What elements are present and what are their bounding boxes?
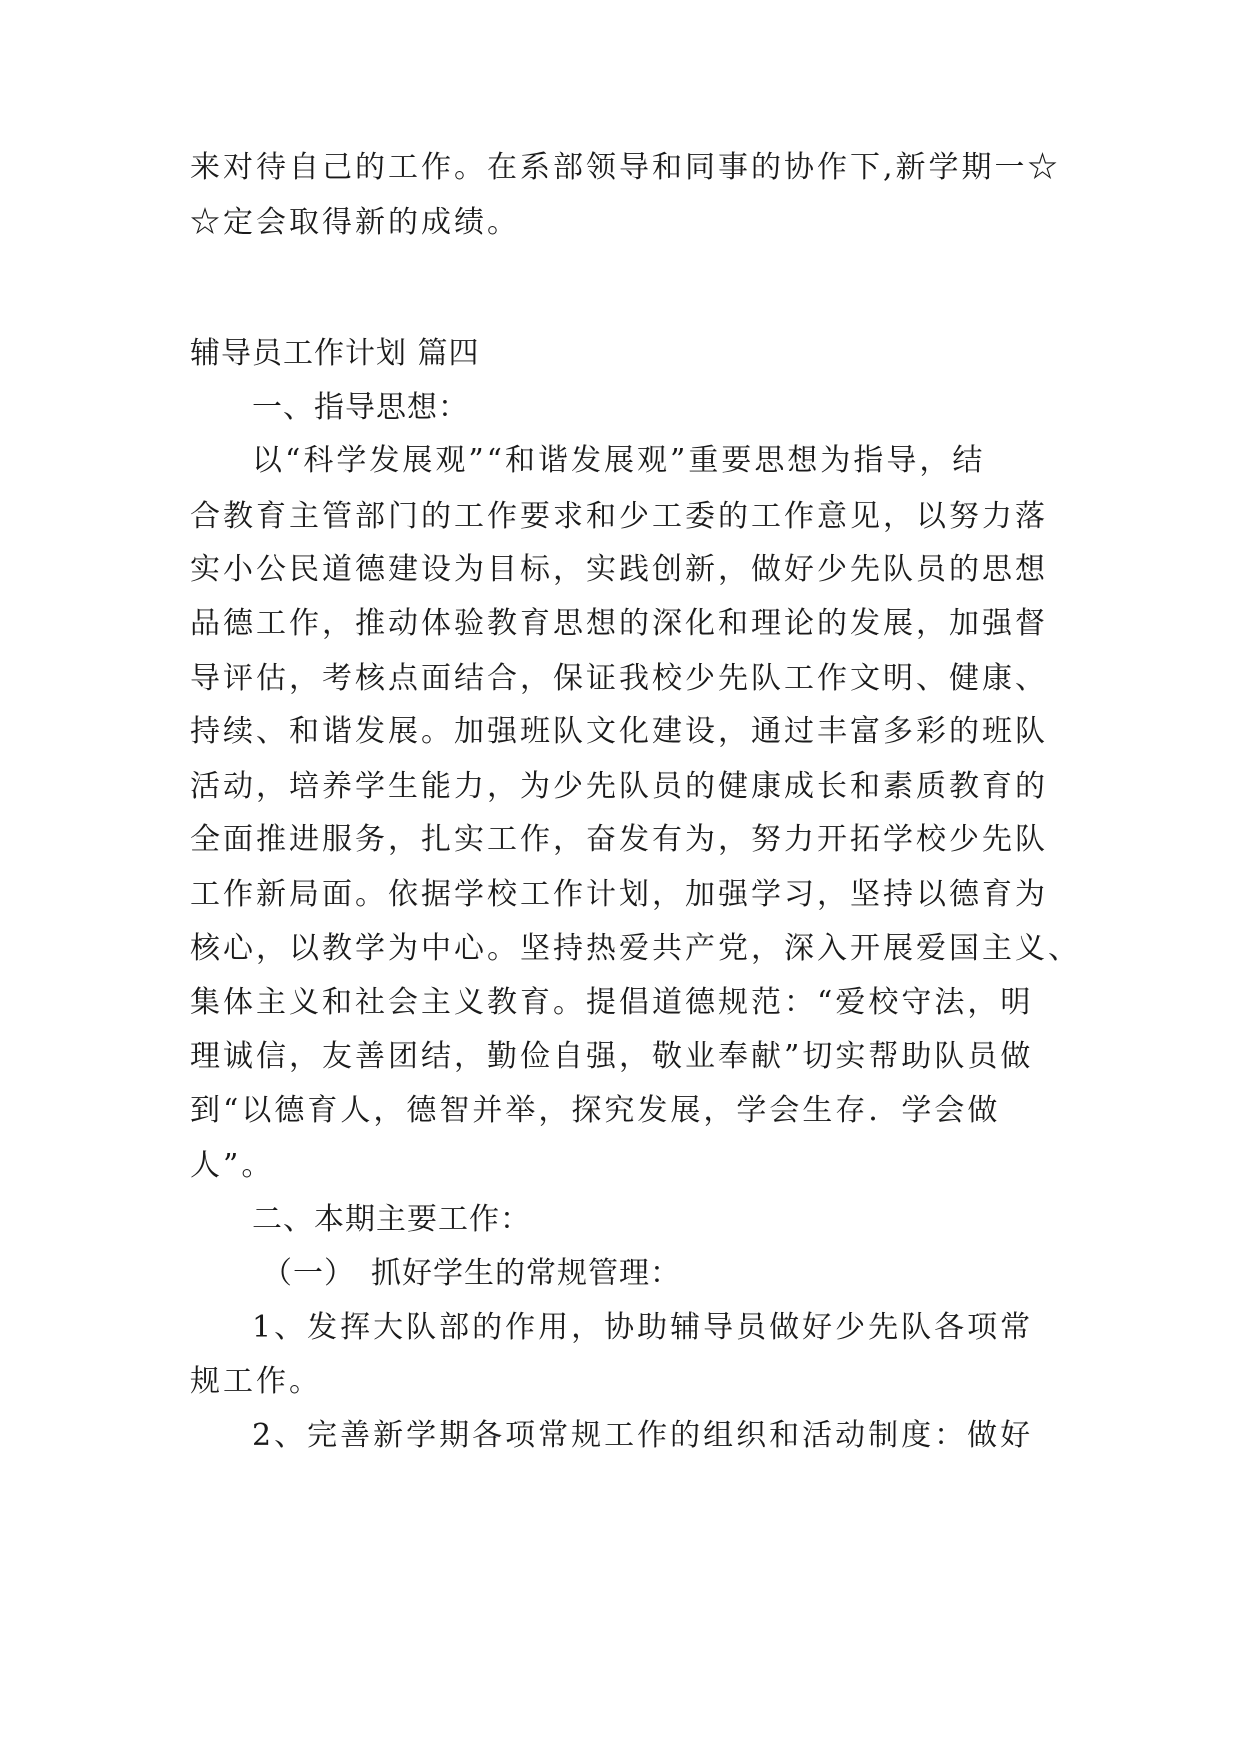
paragraph-line: 到“以德育人，德智并举，探究发展，学会生存．学会做 bbox=[190, 1093, 1001, 1128]
paragraph-line: ☆定会取得新的成绩。 bbox=[190, 205, 520, 240]
paragraph-line: 来对待自己的工作。在系部领导和同事的协作下,新学期一☆ bbox=[190, 150, 1061, 185]
paragraph-line: 人”。 bbox=[190, 1148, 275, 1183]
list-item-line: 规工作。 bbox=[190, 1364, 322, 1399]
paragraph-line: 活动，培养学生能力，为少先队员的健康成长和素质教育的 bbox=[190, 769, 1048, 804]
list-item-line: 2、完善新学期各项常规工作的组织和活动制度：做好 bbox=[252, 1418, 1034, 1453]
list-heading: （一） 抓好学生的常规管理： bbox=[262, 1256, 681, 1291]
paragraph-line: 导评估，考核点面结合，保证我校少先队工作文明、健康、 bbox=[190, 661, 1048, 696]
subsection-heading: 二、本期主要工作： bbox=[252, 1202, 531, 1237]
subsection-heading: 一、指导思想： bbox=[252, 390, 469, 425]
paragraph-line: 核心，以教学为中心。坚持热爱共产党，深入开展爱国主义、 bbox=[190, 931, 1081, 966]
paragraph-line: 以“科学发展观”“和谐发展观”重要思想为指导，结 bbox=[252, 443, 986, 478]
list-item-line: 1、发挥大队部的作用，协助辅导员做好少先队各项常 bbox=[252, 1310, 1034, 1345]
paragraph-line: 实小公民道德建设为目标，实践创新，做好少先队员的思想 bbox=[190, 552, 1048, 587]
paragraph-line: 全面推进服务，扎实工作，奋发有为，努力开拓学校少先队 bbox=[190, 822, 1048, 857]
paragraph-line: 工作新局面。依据学校工作计划，加强学习，坚持以德育为 bbox=[190, 877, 1048, 912]
paragraph-line: 理诚信，友善团结，勤俭自强，敬业奉献”切实帮助队员做 bbox=[190, 1039, 1034, 1074]
paragraph-line: 持续、和谐发展。加强班队文化建设，通过丰富多彩的班队 bbox=[190, 714, 1048, 749]
section-heading: 辅导员工作计划 篇四 bbox=[190, 336, 480, 371]
paragraph-line: 品德工作，推动体验教育思想的深化和理论的发展，加强督 bbox=[190, 606, 1048, 641]
paragraph-line: 合教育主管部门的工作要求和少工委的工作意见，以努力落 bbox=[190, 499, 1048, 534]
paragraph-line: 集体主义和社会主义教育。提倡道德规范：“爱校守法，明 bbox=[190, 985, 1034, 1020]
